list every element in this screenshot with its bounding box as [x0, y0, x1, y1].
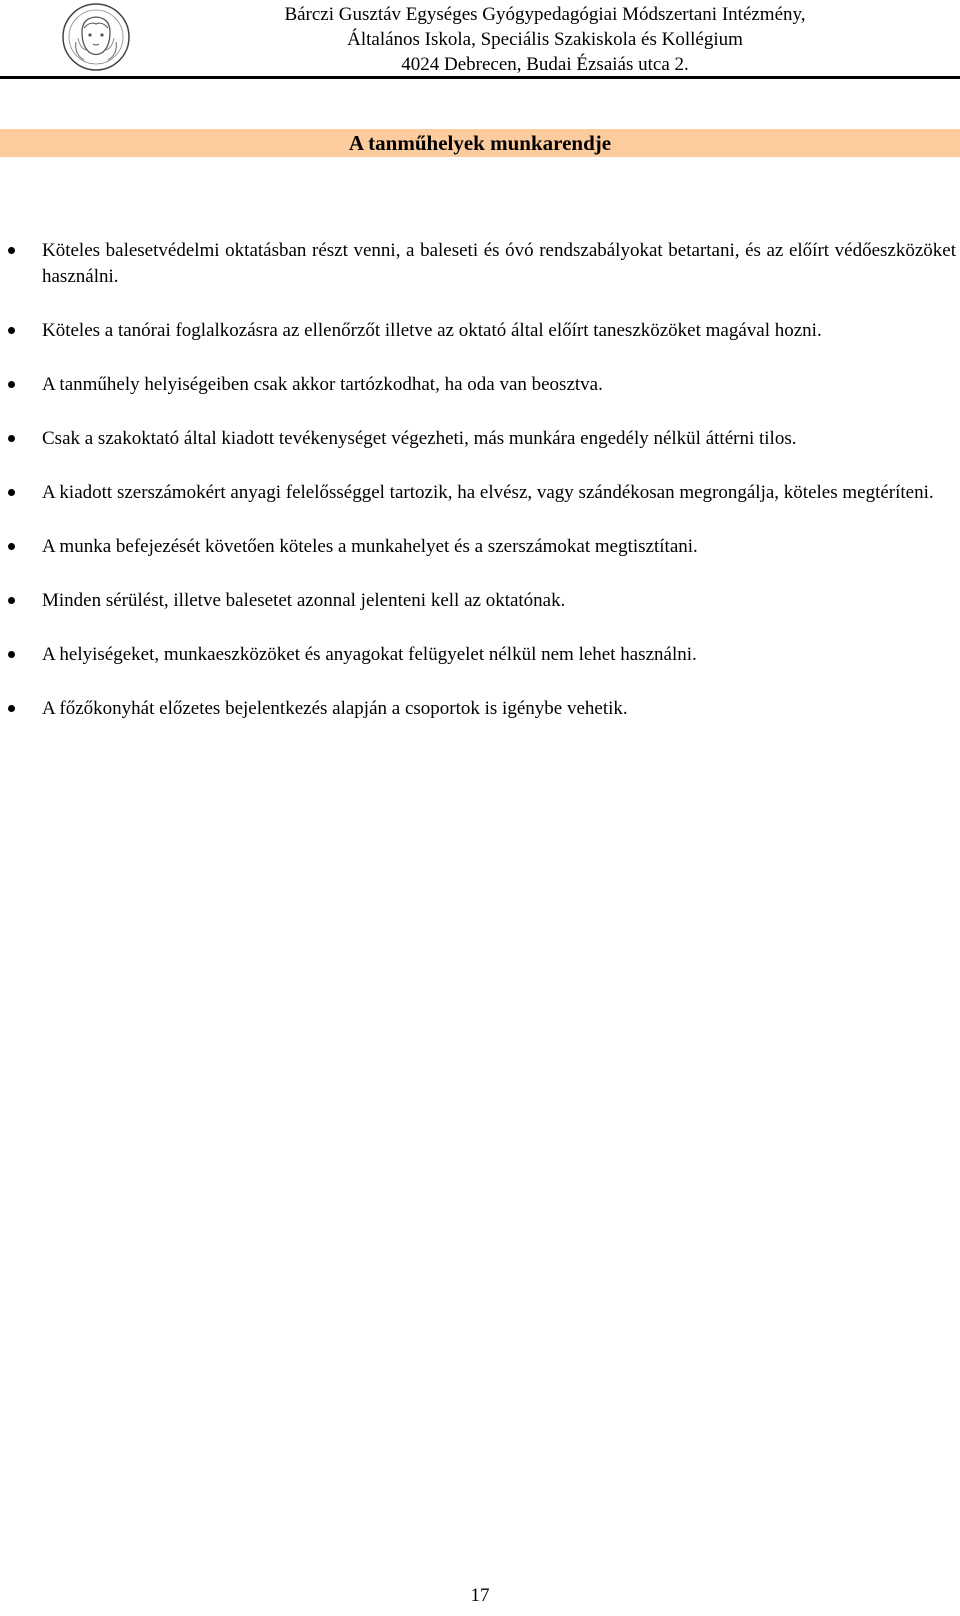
rule-text: A helyiségeket, munkaeszközöket és anyagokat felügyelet nélkül nem lehet használni.: [42, 644, 697, 665]
institution-type: Általános Iskola, Speciális Szakiskola és Kollégium: [347, 29, 743, 50]
rule-text: Köteles a tanórai foglalkozásra az ellenőrzőt illetve az oktató által előírt taneszközöket magával hozni.: [42, 320, 822, 341]
institution-name: Bárczi Gusztáv Egységes Gyógypedagógiai Módszertani Intézmény,: [284, 4, 806, 25]
page-number: 17: [470, 1585, 490, 1606]
rules-list: [0, 238, 960, 750]
bullet-icon: [8, 435, 15, 442]
rule-text: Csak a szakoktató által kiadott tevékenységet végezheti, más munkára engedély nélkül áttérni tilos.: [42, 428, 797, 449]
rule-text: Minden sérülést, illetve balesetet azonnal jelenteni kell az oktatónak.: [42, 590, 566, 611]
rule-text: A tanműhely helyiségeiben csak akkor tartózkodhat, ha oda van beosztva.: [42, 374, 603, 395]
rule-item: [0, 534, 956, 560]
rule-item: [0, 372, 956, 398]
institution-address: 4024 Debrecen, Budai Ézsaiás utca 2.: [401, 54, 689, 75]
rule-item: [0, 318, 956, 344]
rule-item: [0, 426, 956, 452]
rule-item: [0, 696, 956, 722]
title-band: [0, 129, 960, 157]
rule-text: Köteles balesetvédelmi oktatásban részt venni, a baleseti és óvó rendszabályokat betartani, és az előírt védőeszközöket használni.: [42, 240, 956, 287]
rule-text: A kiadott szerszámokért anyagi felelősséggel tartozik, ha elvész, vagy szándékosan megrongálja, köteles megtéríteni.: [42, 482, 934, 503]
rule-item: [0, 642, 956, 668]
bullet-icon: [8, 651, 15, 658]
bullet-icon: [8, 597, 15, 604]
rule-text: A munka befejezését követően köteles a munkahelyet és a szerszámokat megtisztítani.: [42, 536, 698, 557]
rule-item: [0, 480, 956, 506]
rule-item: [0, 588, 956, 614]
rule-item: [0, 238, 956, 290]
institution-details: [150, 2, 940, 77]
bullet-icon: [8, 705, 15, 712]
bullet-icon: [8, 247, 15, 254]
page-header: [0, 0, 960, 80]
page-title: A tanműhelyek munkarendje: [348, 131, 612, 155]
bullet-icon: [8, 327, 15, 334]
school-seal-logo: [60, 2, 132, 72]
bullet-icon: [8, 489, 15, 496]
bullet-icon: [8, 381, 15, 388]
header-divider: [0, 76, 960, 79]
rule-text: A főzőkonyhát előzetes bejelentkezés alapján a csoportok is igénybe vehetik.: [42, 698, 628, 719]
bullet-icon: [8, 543, 15, 550]
